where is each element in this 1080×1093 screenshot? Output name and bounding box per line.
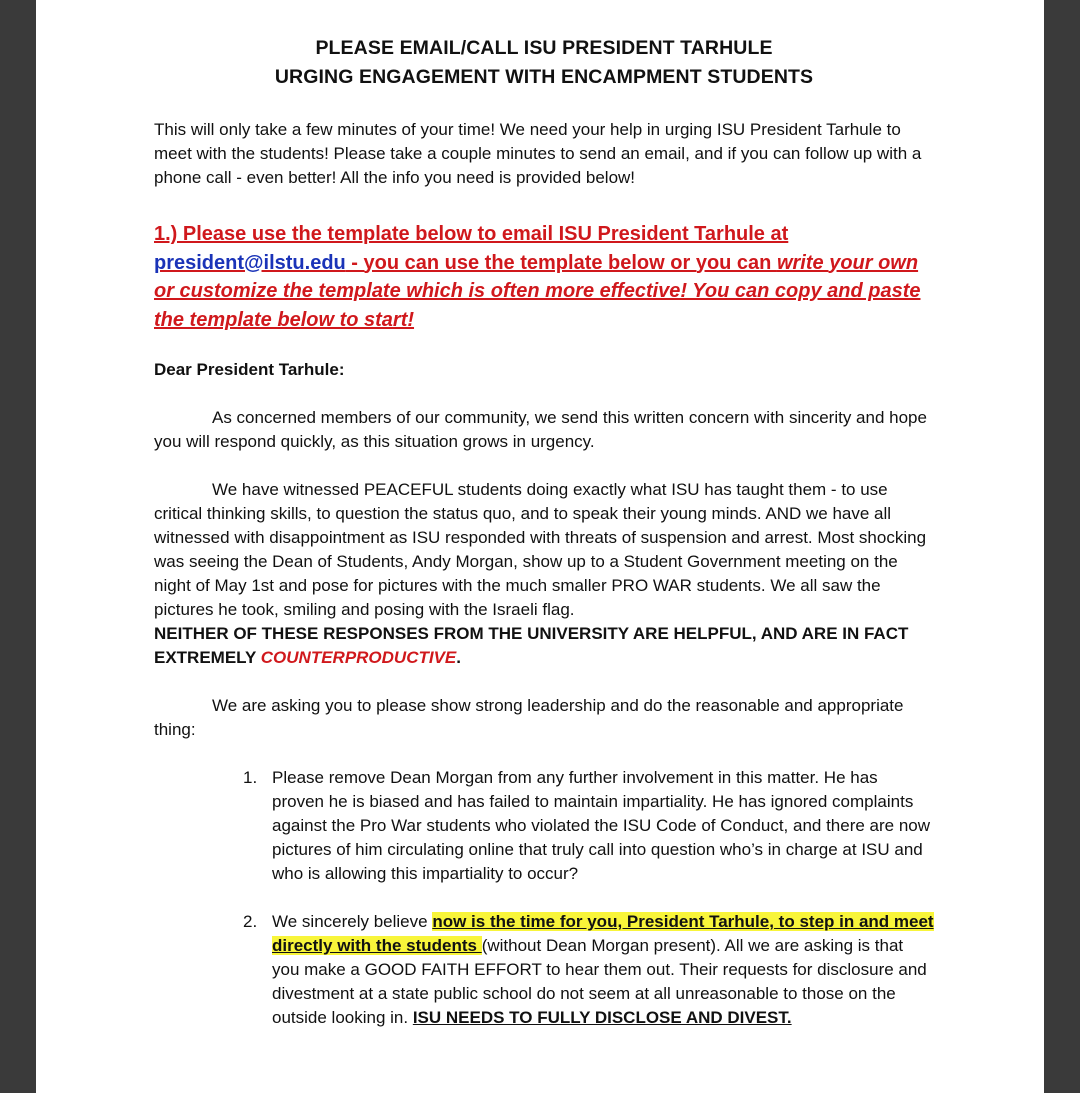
paragraph-2-text: We have witnessed PEACEFUL students doing exactly what ISU has taught them - to use critical thinking skills, to question the status quo, and to speak their young minds. AND we have all witnessed with disappointment as ISU responded with threats of suspension and arrest. Most shocking was seeing the Dean of Students, Andy Morgan, show up to a Student Government meeting on the night of May 1st and pose for pictures with the much smaller PRO WAR students. We all saw the pictures he took, smiling and posing with the Israeli flag.: [154, 480, 927, 619]
step-1-italic: write your own or customize the template which is often more effective! You can copy and paste the template below to start!: [154, 251, 921, 331]
step-1-lead: 1.) Please use the template below to email ISU President Tarhule at: [154, 223, 789, 245]
letter-paragraph-2: [154, 478, 934, 670]
paragraph-2-end: .: [456, 648, 462, 667]
list-item-number: 1.: [243, 768, 258, 787]
paragraph-2-bold: NEITHER OF THESE RESPONSES FROM THE UNIVERSITY ARE HELPFUL, AND ARE IN FACT EXTREMELY: [154, 624, 909, 667]
letter-paragraph-1: As concerned members of our community, we send this written concern with sincerity and hope you will respond quickly, as this situation grows in urgency.: [154, 408, 927, 451]
paragraph-2-red-italic: COUNTERPRODUCTIVE: [260, 648, 457, 667]
letter-paragraph-3: We are asking you to please show strong leadership and do the reasonable and appropriate thing:: [154, 696, 904, 739]
list-item-text: Please remove Dean Morgan from any further involvement in this matter. He has proven he is biased and has failed to maintain impartiality. He has ignored complaints against the Pro War students who violated the ISU Code of Conduct, and there are now pictures of him circulating online that truly call into question who’s in charge at ISU and who is allowing this impartiality to occur?: [272, 768, 931, 883]
document-body: [154, 34, 934, 1030]
list-item-number: 2.: [243, 912, 258, 931]
intro-paragraph: This will only take a few minutes of your time! We need your help in urging ISU President Tarhule to meet with the students! Please take a couple minutes to send an email, and if you can follow up with a phone call - even better! All the info you need is provided below!: [154, 120, 922, 187]
document-page: [36, 0, 1044, 1093]
list-item-middle: (without Dean Morgan present). All we are asking is that you make a GOOD FAITH EFFORT to hear them out. Their requests for disclosure and divestment at a state public school do not seem at all unreasonable to those on the outside looking in.: [272, 936, 927, 1027]
list-item: [154, 910, 934, 1030]
step-1-instructions: [154, 220, 934, 334]
document-title-line-2: URGING ENGAGEMENT WITH ENCAMPMENT STUDENTS: [274, 66, 814, 88]
request-list: [154, 766, 934, 1030]
disclose-divest-demand: ISU NEEDS TO FULLY DISCLOSE AND DIVEST.: [412, 1008, 792, 1027]
letter-salutation: Dear President Tarhule:: [154, 360, 345, 379]
list-item: [154, 766, 934, 886]
step-1-middle: - you can use the template below or you can: [345, 251, 777, 274]
president-email-link[interactable]: president@ilstu.edu: [154, 251, 346, 274]
document-title-line-1: PLEASE EMAIL/CALL ISU PRESIDENT TARHULE: [315, 37, 773, 59]
highlighted-request: now is the time for you, President Tarhule, to step in and meet directly with the students: [272, 912, 934, 955]
list-item-lead: We sincerely believe: [272, 912, 433, 931]
